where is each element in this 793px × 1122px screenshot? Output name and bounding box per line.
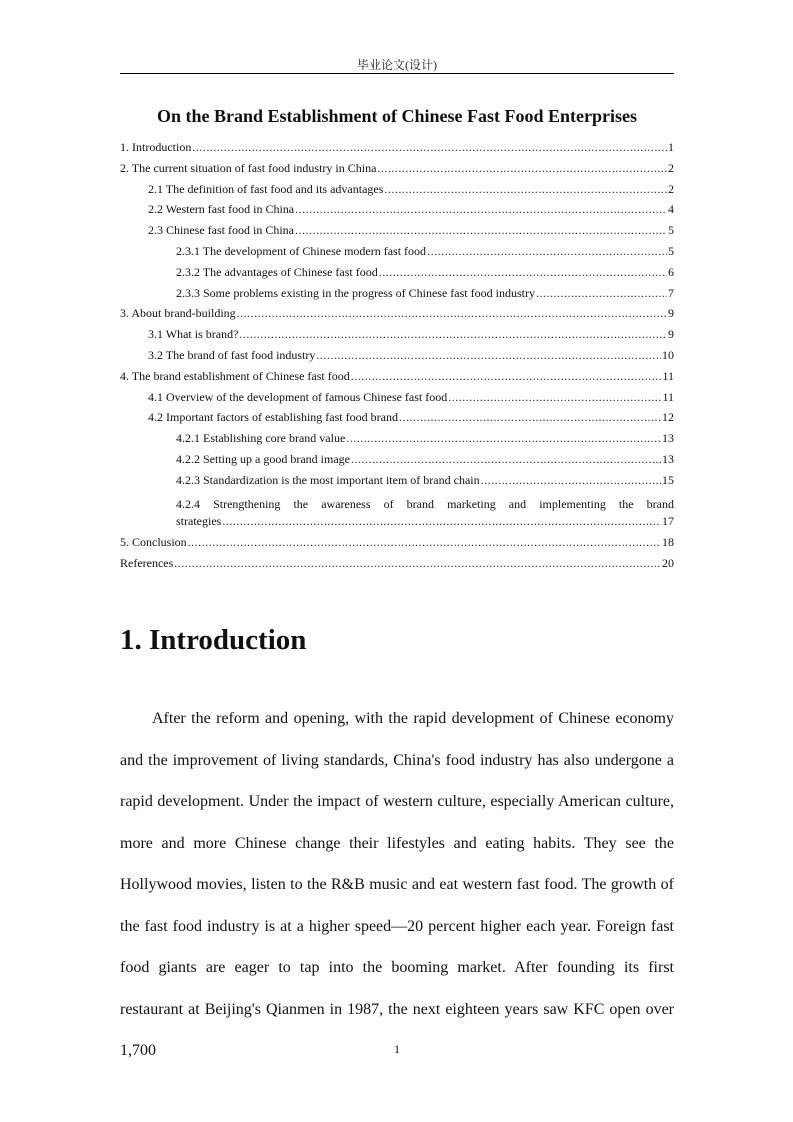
body-paragraph: After the reform and opening, with the rapid development of Chinese economy and the improvement of living standards, China's food industry has also undergone a rapid development. Under the impact of western culture, especially American culture, more and more Chinese change their lifestyles and eating habits. They see the Hollywood movies, listen to the R&B music and eat western fast food. The growth of the fast food industry is at a higher speed—20 percent higher each year. Foreign fast food giants are eager to tap into the booming market. After founding its first restaurant at Beijing's Qianmen in 1987, the next eighteen years saw KFC open over 1,700 [120,710,674,1059]
toc-entry-label: 2.1 The definition of fast food and its advantages [148,181,384,196]
toc-entry[interactable] [120,223,674,244]
toc-entry-label: 2.3.2 The advantages of Chinese fast food [176,264,378,279]
toc-entry-label: 4.2.4 Strengthening the awareness of brand marketing and implementing the brand [176,496,674,511]
toc-entry[interactable] [120,265,674,286]
toc-entry-page: 4 [668,202,674,217]
toc-leader [379,265,667,280]
toc-entry-label: 4.2.2 Setting up a good brand image [176,451,350,466]
toc-entry-page: 2 [668,181,674,196]
page-number: 1 [394,1042,400,1056]
toc-entry[interactable] [120,452,674,473]
table-of-contents [120,140,674,577]
toc-entry-page: 11 [662,368,674,383]
toc-entry-label: 2.3.1 The development of Chinese modern fast food [176,243,427,258]
toc-entry[interactable] [120,202,674,223]
toc-leader [346,431,661,446]
toc-leader [239,327,667,342]
toc-entry-label: 2. The current situation of fast food industry in China [120,160,377,175]
toc-leader [427,244,667,259]
toc-entry-page: 12 [662,410,674,425]
toc-entry[interactable] [120,306,674,327]
toc-entry-label: 4.2.3 Standardization is the most important item of brand chain [176,472,480,487]
toc-entry[interactable] [120,410,674,431]
toc-leader [351,369,662,384]
toc-leader [448,390,661,405]
toc-entry-page: 1 [668,140,674,154]
toc-entry-page: 17 [662,514,674,529]
toc-leader [192,140,667,155]
toc-leader [399,410,661,425]
toc-entry-multiline[interactable] [120,494,674,536]
toc-leader [295,223,667,238]
toc-entry[interactable] [120,473,674,494]
toc-entry-page: 10 [662,347,674,362]
toc-entry-label: 4.2 Important factors of establishing fast food brand [148,410,398,425]
toc-entry[interactable] [120,535,674,556]
toc-entry[interactable] [120,390,674,411]
toc-entry-page: 18 [662,535,674,550]
toc-entry-page: 7 [668,285,674,300]
toc-entry-label: 1. Introduction [120,140,192,154]
toc-leader [536,286,667,301]
toc-leader [351,452,661,467]
toc-entry[interactable] [120,244,674,265]
toc-entry-page: 13 [662,451,674,466]
toc-entry[interactable] [120,327,674,348]
toc-entry[interactable] [120,369,674,390]
toc-leader [316,348,661,363]
toc-leader [188,535,661,550]
document-title: On the Brand Establishment of Chinese Fast Food Enterprises [156,106,638,126]
toc-entry-page: 9 [668,327,674,342]
toc-entry-label-continued: strategies [176,514,222,529]
toc-entry-label: References [120,555,174,570]
toc-entry-page: 2 [668,160,674,175]
toc-entry[interactable] [120,286,674,307]
toc-entry-label: 2.3 Chinese fast food in China [148,223,294,238]
toc-leader [222,514,661,529]
toc-entry[interactable] [120,161,674,182]
toc-leader [237,306,667,321]
toc-entry[interactable] [120,348,674,369]
toc-entry-page: 6 [668,264,674,279]
toc-entry-label: 4.1 Overview of the development of famous Chinese fast food [148,389,448,404]
toc-entry-label: 3.2 The brand of fast food industry [148,347,316,362]
toc-entry-label: 5. Conclusion [120,535,187,550]
toc-entry-label: 2.2 Western fast food in China [148,202,295,217]
toc-entry-page: 5 [668,223,674,238]
toc-entry-label: 3.1 What is brand? [148,327,239,342]
toc-leader [295,202,667,217]
toc-entry[interactable] [120,182,674,203]
toc-leader [384,182,667,197]
header-rule [120,73,674,74]
toc-entry-page: 20 [662,555,674,570]
toc-leader [481,473,661,488]
toc-entry-page: 11 [662,389,674,404]
toc-entry-page: 13 [662,431,674,446]
toc-entry-label: 4. The brand establishment of Chinese fast food [120,368,350,383]
toc-leader [377,161,667,176]
running-head: 毕业论文(设计) [357,58,437,72]
toc-entry-page: 9 [668,306,674,321]
toc-entry-label: 3. About brand-building [120,306,236,321]
toc-leader [174,556,661,571]
toc-entry-page: 15 [662,472,674,487]
toc-entry[interactable] [120,140,674,161]
section-heading: 1. Introduction [120,624,307,656]
toc-entry[interactable] [120,556,674,577]
toc-entry-page: 5 [668,243,674,258]
toc-entry-label: 2.3.3 Some problems existing in the progress of Chinese fast food industry [176,285,535,300]
toc-entry-label: 4.2.1 Establishing core brand value [176,431,346,446]
toc-entry[interactable] [120,431,674,452]
